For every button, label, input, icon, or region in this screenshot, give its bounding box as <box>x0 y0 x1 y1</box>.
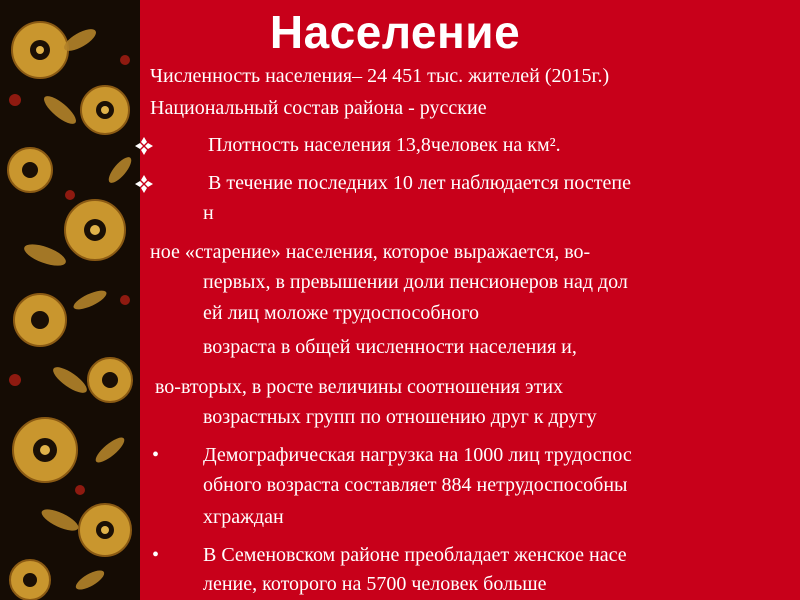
text-line: Плотность населения 13,8человек на км². <box>208 134 561 156</box>
text-line: Национальный состав района - русские <box>150 97 487 119</box>
dot-bullet-icon: • <box>152 444 160 466</box>
text-line: Демографическая нагрузка на 1000 лиц трудоспос <box>203 444 632 466</box>
text-line: ное «старение» населения, которое выражается, во- <box>150 241 591 263</box>
diamond-bullet-icon <box>134 136 154 156</box>
text-line: хграждан <box>203 506 284 528</box>
text-line: ей лиц моложе трудоспособного <box>203 302 479 324</box>
text-line: ление, которого на 5700 человек больше <box>203 573 547 595</box>
text-line: Численность населения– 24 451 тыс. жителей (2015г.) <box>150 65 610 87</box>
diamond-bullet-icon <box>134 174 154 194</box>
text-line: н <box>203 202 214 224</box>
text-line: обного возраста составляет 884 нетрудоспособны <box>203 474 628 496</box>
text-line: возраста в общей численности населения и, <box>203 336 577 358</box>
dot-bullet-icon: • <box>152 544 160 566</box>
slide-title: Население <box>269 6 521 58</box>
text-line: во-вторых, в росте величины соотношения этих <box>155 376 564 398</box>
text-line: первых, в превышении доли пенсионеров над дол <box>203 271 628 293</box>
text-line: возрастных групп по отношению друг к другу <box>203 406 597 428</box>
text-line: В течение последних 10 лет наблюдается постепе <box>208 172 631 194</box>
text-line: В Семеновском районе преобладает женское насе <box>203 544 627 566</box>
